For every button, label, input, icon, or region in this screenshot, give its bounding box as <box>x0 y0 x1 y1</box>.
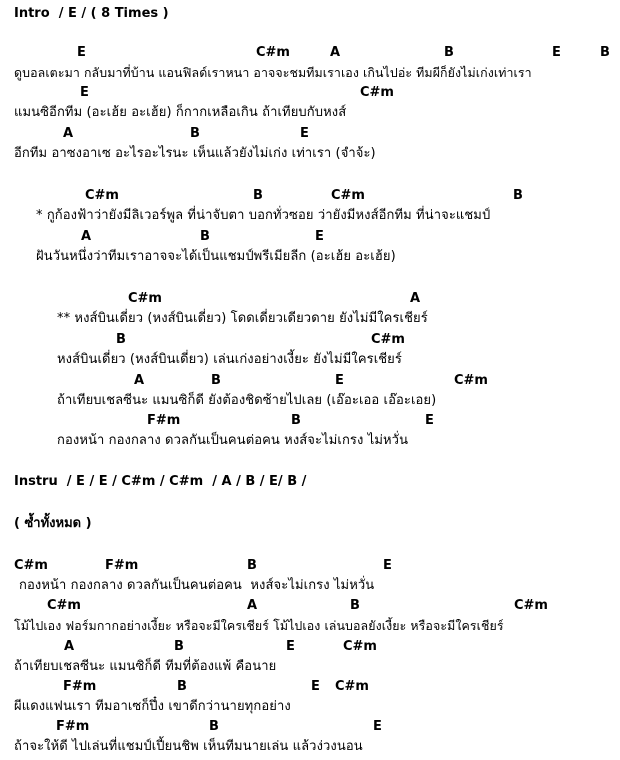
chord: F#m <box>56 719 90 734</box>
lyric-line: ถ้าเทียบเชลซีนะ แมนซิก็ดี ยังต้องชิดซ้ายไปเลย (เอ๊อะเออ เอ๊อะเอย) <box>57 393 437 408</box>
chord: C#m <box>343 639 377 654</box>
chord: C#m <box>335 679 369 694</box>
chord: E <box>425 413 434 428</box>
chord: E <box>373 719 382 734</box>
lyric-line: โม้ไปเอง ฟอร์มกากอย่างเงี้ยะ หรือจะมีใครเชียร์ โม้ไปเอง เล่นบอลยังเงี้ยะ หรือจะมีใครเชียร์ <box>14 618 504 633</box>
chord: C#m <box>331 188 365 203</box>
chord: C#m <box>85 188 119 203</box>
chord: B <box>253 188 263 203</box>
chord: B <box>513 188 523 203</box>
chord: E <box>286 639 295 654</box>
chord: F#m <box>147 413 181 428</box>
lyric-line: ถ้าเทียบเชลซีนะ แมนซิก็ดี ทีมที่ต้องแพ้ คือนาย <box>14 659 277 674</box>
chord: C#m <box>47 598 81 613</box>
chord: C#m <box>128 291 162 306</box>
chord: E <box>300 126 309 141</box>
chord: C#m <box>256 45 290 60</box>
chord: C#m <box>14 558 48 573</box>
lyric-line: ถ้าจะให้ดี ไปเล่นที่แชมป์เปี้ยนชิพ เห็นทีมนายเล่น แล้วง่วงนอน <box>14 739 363 754</box>
chord: C#m <box>454 373 488 388</box>
chord: B <box>350 598 360 613</box>
lyric-line: ดูบอลเตะมา กลับมาที่บ้าน แอนฟิลด์เราหนา อาจจะชมทีมเราเอง เกินไปอ่ะ ทีมผีก็ยังไม่เก่งเท่าเรา <box>14 65 532 80</box>
chord: B <box>211 373 221 388</box>
chord: E <box>315 229 324 244</box>
chord: E <box>311 679 320 694</box>
chord: E <box>552 45 561 60</box>
chord: A <box>330 45 341 60</box>
lyric-line: * กูก้องฟ้าว่ายังมีลิเวอร์พูล ที่น่าจับตา บอกทั่วซอย ว่ายังมีหงส์อีกทีม ที่น่าจะแชมป์ <box>36 208 491 223</box>
chord: A <box>134 373 145 388</box>
chord: C#m <box>514 598 548 613</box>
chord: A <box>63 126 74 141</box>
chord: E <box>80 85 89 100</box>
chord: B <box>291 413 301 428</box>
lyric-line: ผีแดงแฟนเรา ทีมอาเซก็ปึ๋ง เขาดีกว่านายทุกอย่าง <box>14 699 291 714</box>
lyric-line: ** หงส์บินเดี่ยว (หงส์บินเดี่ยว) โดดเดี่ยวเดียวดาย ยังไม่มีใครเชียร์ <box>57 311 428 326</box>
lyric-line: อีกทีม อาซงอาเซ อะไรอะไรนะ เห็นแล้วยังไม่เก่ง เท่าเรา (จำจ้ะ) <box>14 146 376 161</box>
chord: C#m <box>360 85 394 100</box>
chord: B <box>209 719 219 734</box>
chord: A <box>64 639 75 654</box>
lyric-line: กองหน้า กองกลาง ดวลกันเป็นคนต่อคน หงส์จะไม่เกรง ไม่หวั่น <box>19 578 375 593</box>
lyric-line: ฝันวันหนึ่งว่าทีมเราอาจจะได้เป็นแชมป์พรีเมียลีก (อะเฮ้ย อะเฮ้ย) <box>36 249 396 264</box>
chord: B <box>200 229 210 244</box>
repeat-note: ( ซ้ำทั้งหมด ) <box>14 516 92 531</box>
chord: A <box>247 598 258 613</box>
chord: E <box>77 45 86 60</box>
lyric-line: แมนซิอีกทีม (อะเฮ้ย อะเฮ้ย) ก็กากเหลือเกิน ถ้าเทียบกับหงส์ <box>14 105 347 120</box>
chord: E <box>383 558 392 573</box>
chord: A <box>81 229 92 244</box>
chord: B <box>177 679 187 694</box>
chord: B <box>190 126 200 141</box>
chord: B <box>444 45 454 60</box>
chord: E <box>335 373 344 388</box>
lyric-line: กองหน้า กองกลาง ดวลกันเป็นคนต่อคน หงส์จะไม่เกรง ไม่หวั่น <box>57 433 409 448</box>
instru-heading: Instru / E / E / C#m / C#m / A / B / E/ B / <box>14 474 307 489</box>
chord: F#m <box>105 558 139 573</box>
chord: A <box>410 291 421 306</box>
intro-heading: Intro / E / ( 8 Times ) <box>14 6 169 21</box>
chord: F#m <box>63 679 97 694</box>
chord: C#m <box>371 332 405 347</box>
chord: B <box>600 45 610 60</box>
lyric-line: หงส์บินเดี่ยว (หงส์บินเดี่ยว) เล่นเก่งอย่างเงี้ยะ ยังไม่มีใครเชียร์ <box>57 352 402 367</box>
chord: B <box>174 639 184 654</box>
chord: B <box>247 558 257 573</box>
chord: B <box>116 332 126 347</box>
